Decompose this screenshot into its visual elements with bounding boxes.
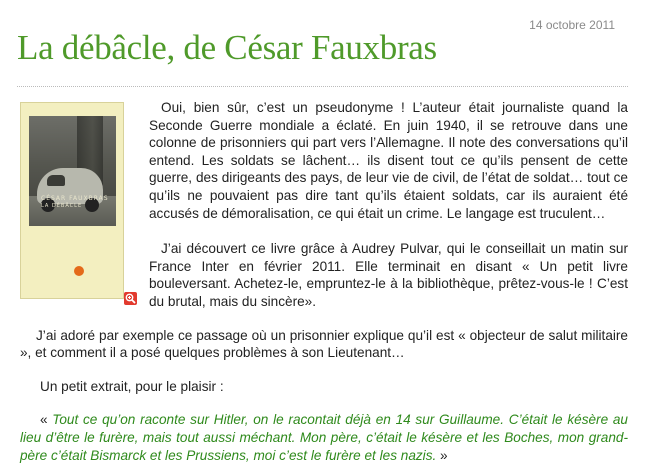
paragraph-intro: Oui, bien sûr, c’est un pseudonyme ! L’auteur était journaliste quand la Seconde Guerre mondiale a éclaté. En juin 1940, il se retrouve dans une colonne de prisonniers qui part vers l’Allemagne. Il note des conversations qu’il entend. Les soldats se lâchent… ils disent tout ce qu’ils pensent de cette guerre, des dirigeants des pays, de leur vie de civil, de l’état de soldat… tout ce qu’ils ne pouvaient pas dire tant qu’ils étaient soldats, car ils auraient été accusés de démoralisation, ce qui était un crime. Le langage est truculent… bbox=[149, 100, 628, 221]
book-cover-container bbox=[20, 102, 137, 302]
book-cover-image[interactable] bbox=[20, 102, 124, 299]
cover-author-text: CÉSAR FAUXBRAS bbox=[41, 195, 109, 202]
cover-photo bbox=[29, 116, 116, 226]
cover-title-text: LA DÉBÂCLE bbox=[41, 203, 83, 209]
zoom-icon[interactable] bbox=[124, 292, 137, 305]
quote-extract bbox=[20, 411, 628, 464]
quote-text: Tout ce qu’on raconte sur Hitler, on le racontait déjà en 14 sur Guillaume. C’était le késère au lieu d’être le furère, mais tout aussi méchant. Mon père, c’était le késère et les Boches, mon grand-père c’était Bismarck et les Prussiens, moi c’est le furère et les nazis. bbox=[20, 412, 628, 463]
post-title[interactable]: La débâcle, de César Fauxbras bbox=[17, 28, 437, 67]
post-date: 14 octobre 2011 bbox=[529, 18, 615, 32]
quote-open-mark: « bbox=[40, 412, 53, 428]
quote-close-mark: » bbox=[436, 447, 448, 463]
paragraph-extract-intro: Un petit extrait, pour le plaisir : bbox=[40, 378, 224, 394]
post-content bbox=[20, 99, 628, 464]
publisher-logo bbox=[74, 266, 84, 276]
paragraph-passage: J’ai adoré par exemple ce passage où un prisonnier explique qu’il est « objecteur de salut militaire », et comment il a posé quelques problèmes à son Lieutenant… bbox=[20, 327, 628, 361]
paragraph-discovery: J’ai découvert ce livre grâce à Audrey Pulvar, qui le conseillait un matin sur France Inter en février 2011. Elle terminait en disant « Un petit livre bouleversant. Achetez-le, empruntez-le à la bibliothèque, prêtez-vous-le ! C’est du brutal, mais du sincère». bbox=[149, 241, 628, 309]
title-divider bbox=[17, 86, 628, 87]
